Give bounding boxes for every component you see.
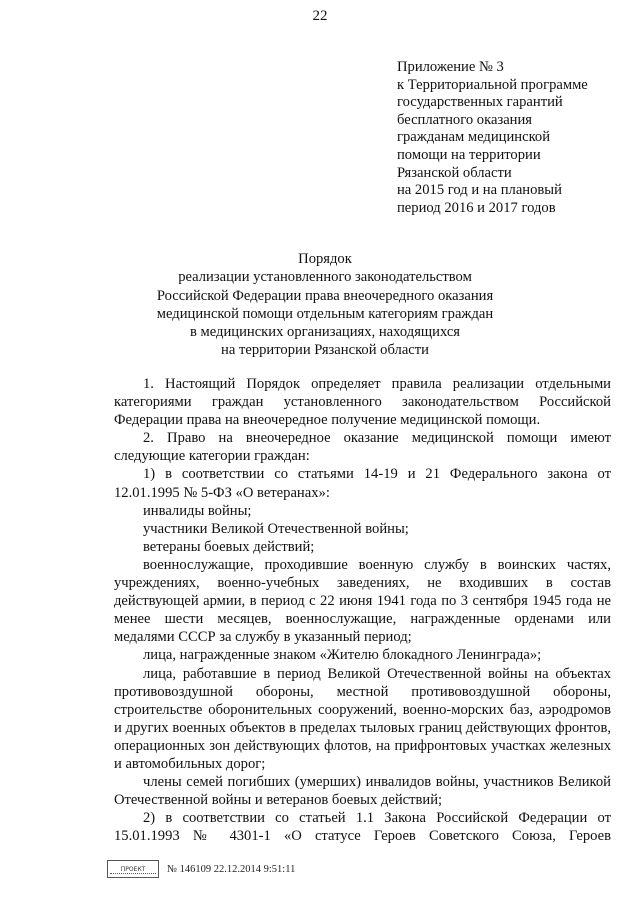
appendix-header [397,59,632,217]
page-number: 22 [312,8,328,24]
title-line: на территории Рязанской области [221,342,429,359]
paragraph-workers: лица, работавшие в период Великой Отечественной войны на объектах противовоздушной обороны, местной противовоздушной обороны, строительстве оборонительных сооружений, военно-морских баз, аэродромов и других военных объектов в пределах тыловых границ действующих фронтов, операционных зон действующих флотов, на прифронтовых участках железных и автомобильных дорог; [114,665,611,772]
title-line: Российской Федерации права внеочередного оказания [156,287,494,304]
appendix-line: помощи на территории [397,146,541,163]
stamp-logo-text: ПРОЕКТ [120,865,146,873]
appendix-line: Рязанской области [397,164,512,181]
paragraph-families: члены семей погибших (умерших) инвалидов войны, участников Великой Отечественной войны и ветеранов боевых действий; [114,774,611,809]
appendix-line: Приложение № 3 [397,59,504,75]
list-item-veterans: ветераны боевых действий; [143,538,315,555]
appendix-line: к Территориальной программе [397,76,588,93]
document-registration-stamp: № 146109 22.12.2014 9:51:11 [167,863,296,875]
paragraph-2-line-2: следующие категории граждан: [114,448,310,465]
paragraph-2-line-1: 2. Право на внеочередное оказание медицинской помощи имеют [143,430,611,447]
list-item-invalids: инвалиды войны; [143,502,252,519]
appendix-line: государственных гарантий [397,94,563,111]
paragraph-law-line-2: 15.01.1993 № 4301-1 «О статусе Героев Советского Союза, Героев [114,828,611,845]
appendix-line: бесплатного оказания [397,111,533,128]
paragraph-3-line-2: 12.01.1995 № 5-ФЗ «О ветеранах»: [114,484,330,501]
stamp-logo-icon [107,860,159,878]
document-title [110,250,540,360]
list-item-participants: участники Великой Отечественной войны; [143,520,409,537]
appendix-line: гражданам медицинской [397,129,551,146]
title-line: реализации установленного законодательством [178,269,472,286]
paragraph-1: 1. Настоящий Порядок определяет правила реализации отдельными категориями граждан установленного законодательством Российской Федерации права на внеочередное получение медицинской помощи. [114,376,611,429]
title-line: Порядок [298,251,352,267]
paragraph-law-line-1: 2) в соответствии со статьей 1.1 Закона Российской Федерации от [143,810,611,827]
appendix-line: период 2016 и 2017 годов [397,199,556,216]
paragraph-military: военнослужащие, проходившие военную службу в воинских частях, учреждениях, военно-учебных заведениях, не входивших в состав действующей армии, в период с 22 июня 1941 года по 3 сентября 1945 года не менее шести месяцев, военнослужащие, награжденные орденами или медалями СССР за службу в указанный период; [114,556,611,646]
list-item-leningrad: лица, награжденные знаком «Жителю блокадного Ленинграда»; [143,647,542,664]
document-footer [107,858,295,880]
paragraph-3-line-1: 1) в соответствии со статьями 14-19 и 21 Федерального закона от [143,466,611,483]
title-line: в медицинских организациях, находящихся [189,324,461,341]
document-body [114,375,611,845]
appendix-line: на 2015 год и на плановый [397,182,562,199]
title-line: медицинской помощи отдельным категориям граждан [156,305,494,322]
